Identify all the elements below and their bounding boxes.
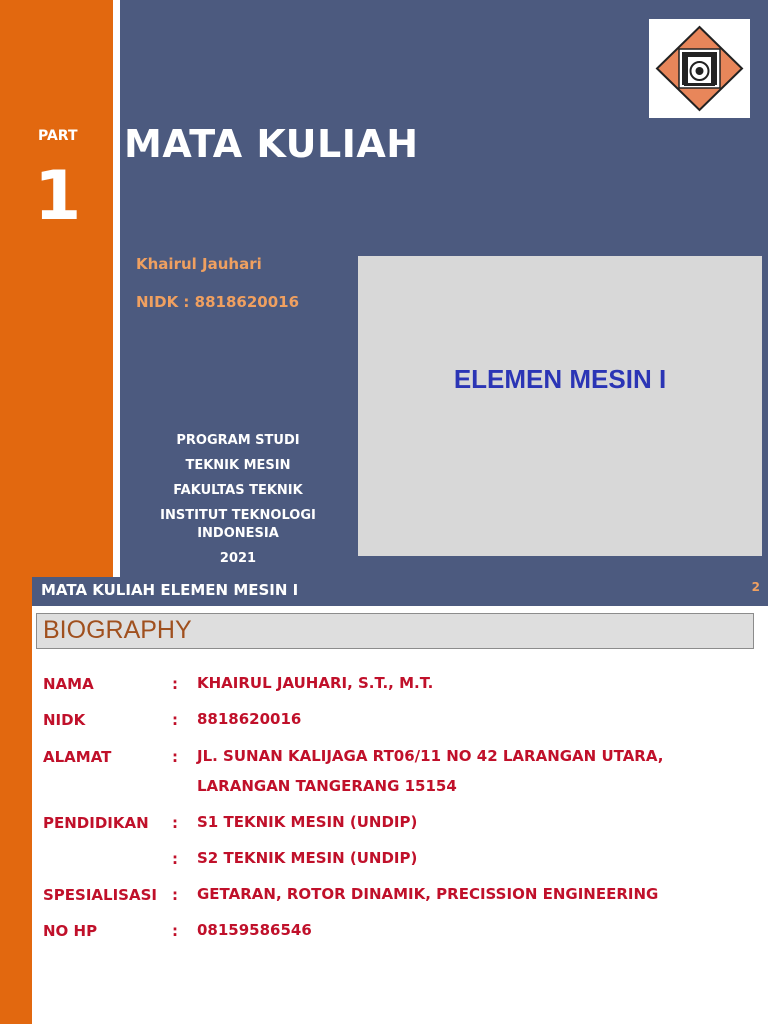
author-nidk: NIDK : 8818620016 — [136, 293, 300, 311]
program-line: PROGRAM STUDI — [176, 433, 300, 448]
institute-logo — [649, 19, 750, 118]
section-title-box — [36, 613, 754, 649]
bio-value: S2 TEKNIK MESIN (UNDIP) — [197, 849, 418, 867]
bio-colon: : — [172, 814, 178, 832]
course-title-box — [358, 256, 762, 556]
bio-label: NO HP — [43, 922, 98, 940]
program-line: INSTITUT TEKNOLOGI — [160, 508, 316, 523]
bio-value: 8818620016 — [197, 710, 302, 728]
bio-value: S1 TEKNIK MESIN (UNDIP) — [197, 813, 418, 831]
orange-side-band — [0, 0, 113, 577]
bio-colon: : — [172, 922, 178, 940]
author-name: Khairul Jauhari — [136, 255, 262, 273]
page-number: 2 — [751, 580, 760, 594]
biography-slide — [0, 577, 768, 1024]
bio-label: SPESIALISASI — [43, 886, 157, 904]
program-line: INDONESIA — [197, 526, 279, 541]
itp-emblem-icon — [649, 19, 750, 118]
bio-label: PENDIDIKAN — [43, 814, 149, 832]
bio-value: JL. SUNAN KALIJAGA RT06/11 NO 42 LARANGAN UTARA, LARANGAN TANGERANG 15154 — [197, 747, 664, 795]
bio-colon: : — [172, 886, 178, 904]
part-label: PART — [38, 128, 78, 144]
bio-colon: : — [172, 850, 178, 868]
bio-colon: : — [172, 675, 178, 693]
slide-title: MATA KULIAH — [124, 122, 419, 166]
bio-colon: : — [172, 748, 178, 766]
section-title: BIOGRAPHY — [43, 616, 192, 644]
program-line: 2021 — [219, 551, 257, 566]
bio-label: ALAMAT — [43, 748, 112, 766]
orange-side-band — [0, 577, 32, 1024]
side-separator — [113, 0, 120, 577]
program-line: TEKNIK MESIN — [185, 458, 291, 473]
program-line: FAKULTAS TEKNIK — [173, 483, 303, 498]
bio-value: 08159586546 — [197, 921, 312, 939]
part-number: 1 — [34, 157, 82, 236]
bio-value: KHAIRUL JAUHARI, S.T., M.T. — [197, 674, 434, 692]
bio-label: NAMA — [43, 675, 94, 693]
bio-colon: : — [172, 711, 178, 729]
course-title: ELEMEN MESIN I — [453, 364, 667, 394]
bio-value: GETARAN, ROTOR DINAMIK, PRECISSION ENGINEERING — [197, 885, 659, 903]
bio-label: NIDK — [43, 711, 86, 729]
slide-header-bar — [32, 577, 768, 606]
header-title: MATA KULIAH ELEMEN MESIN I — [41, 581, 299, 599]
